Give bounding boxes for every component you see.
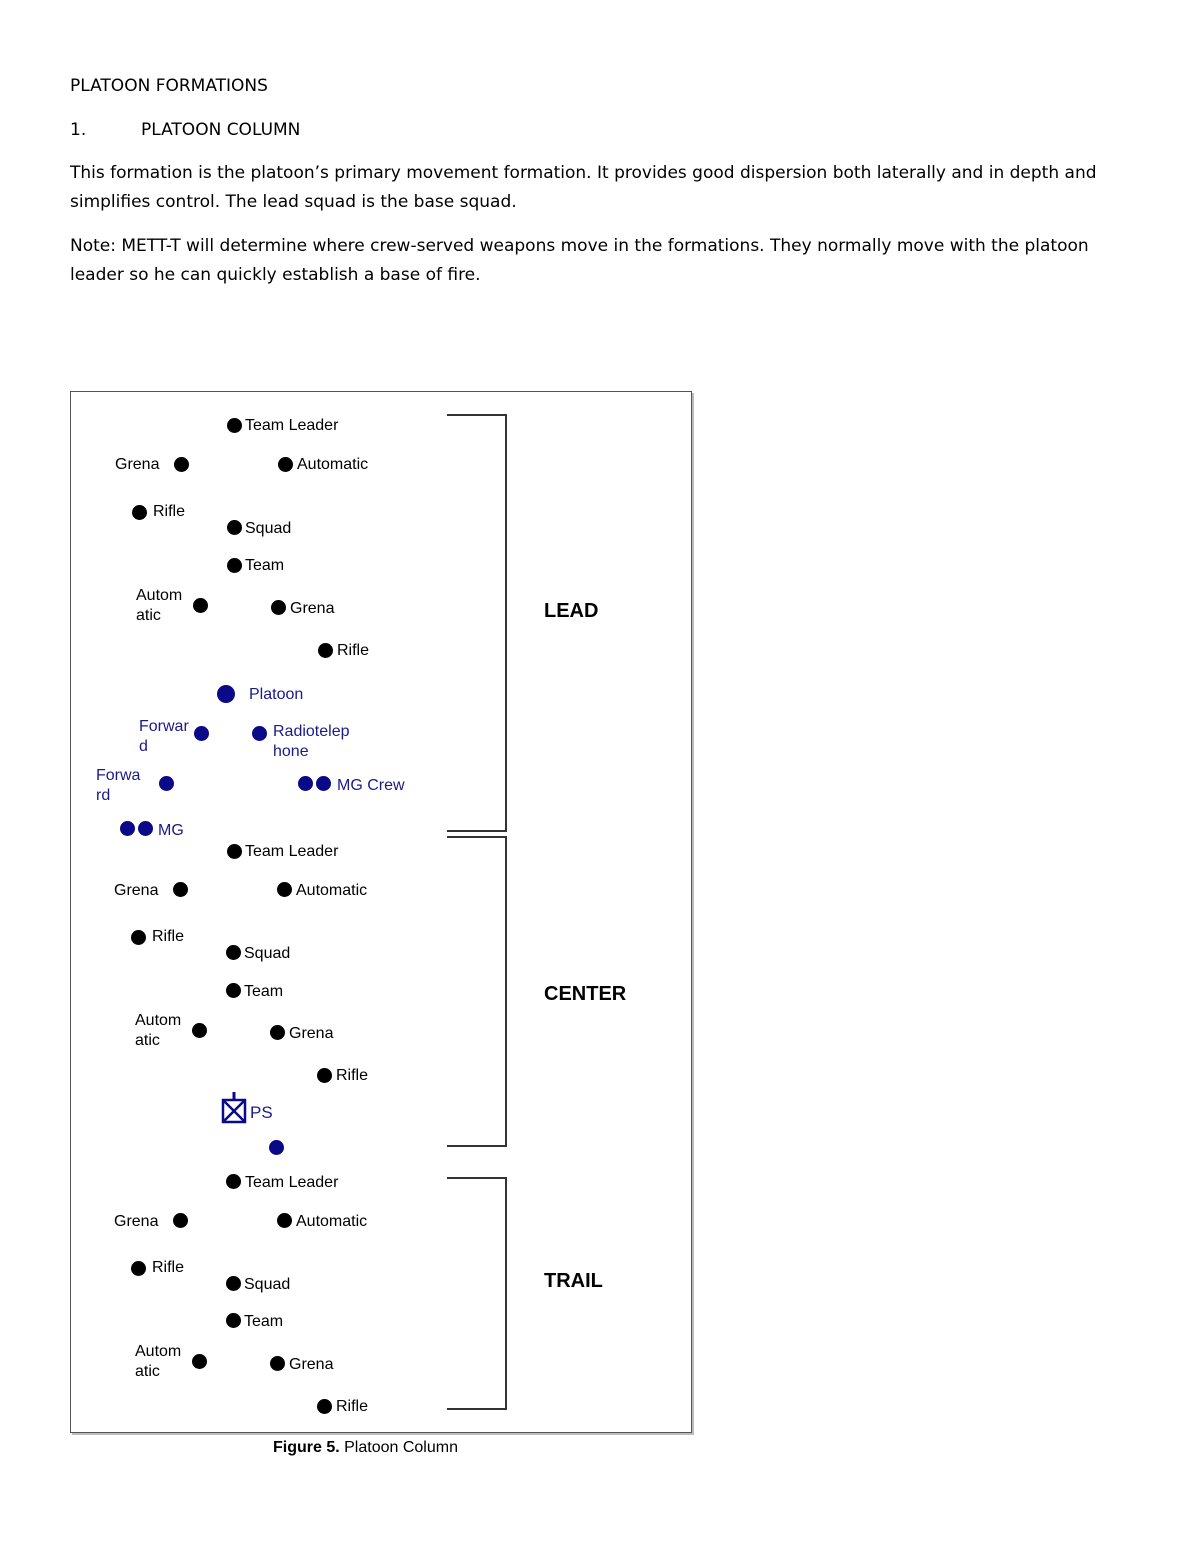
machine-gun-label: MG [158,822,184,839]
forward-observer-marker [159,776,174,791]
lead-bracket [447,414,507,832]
team-leader-label: Team [244,983,284,1000]
mg-crew-label: MG Crew [337,777,405,794]
lead-section-label: LEAD [544,600,599,622]
grenadier-label: Grena [115,456,160,473]
rifleman-marker [318,643,333,658]
automatic-rifleman-marker [277,882,292,897]
grenadier-marker [174,457,189,472]
automatic-rifleman-marker [192,1354,207,1369]
automatic-rifleman-label: Automatic [296,1213,368,1230]
paragraph-note: Note: METT-T will determine where crew-served weapons move in the formations. They normally move with the platoon leader so he can quickly establish a base of fire. [70,236,1089,285]
squad-leader-marker [226,945,241,960]
rifleman-marker [317,1068,332,1083]
machine-gun-marker [120,821,135,836]
grenadier-marker [270,1356,285,1371]
mg-crew-marker [298,776,313,791]
platoon-leader-marker [217,685,235,703]
platoon-member-marker [269,1140,284,1155]
team-leader-label: Team Leader [245,417,339,434]
automatic-rifleman-marker [193,598,208,613]
team-leader-marker [226,1313,241,1328]
automatic-rifleman-label: Automatic [297,456,369,473]
team-leader-marker [227,418,242,433]
rifleman-marker [131,930,146,945]
section-heading [70,116,300,145]
rifleman-label: Rifle [337,642,370,659]
squad-leader-label: Squad [244,945,291,962]
center-bracket [447,836,507,1147]
section-title: PLATOON COLUMN [141,120,301,140]
squad-leader-marker [226,1276,241,1291]
figure-caption-number: Figure 5. [273,1439,340,1456]
platoon-sergeant-icon [221,1092,247,1124]
rifleman-label: Rifle [152,1259,185,1276]
figure-caption-text: Platoon Column [339,1439,458,1456]
machine-gun-marker [138,821,153,836]
paragraph-description: This formation is the platoon’s primary movement formation. It provides good dispersion both laterally and in depth and simplifies control. The lead squad is the base squad. [70,163,1097,212]
rifleman-marker [132,505,147,520]
section-number: 1. [70,120,87,140]
mg-crew-marker [316,776,331,791]
team-leader-label: Team [244,1313,284,1330]
grenadier-label: Grena [114,1213,159,1230]
squad-leader-marker [227,520,242,535]
grenadier-marker [271,600,286,615]
team-leader-marker [226,983,241,998]
automatic-rifleman-label: Autom atic [136,587,183,624]
grenadier-marker [270,1025,285,1040]
trail-bracket [447,1177,507,1410]
center-section-label: CENTER [544,983,627,1005]
platoon-leader-label: Platoon [249,686,304,703]
squad-leader-label: Squad [244,1276,291,1293]
radiotelephone-operator-marker [252,726,267,741]
team-leader-marker [226,1174,241,1189]
team-leader-label: Team Leader [245,1174,339,1191]
forward-observer-label: Forwar d [139,718,189,755]
forward-observer-marker [194,726,209,741]
figure-caption [273,1439,458,1457]
squad-leader-label: Squad [245,520,292,537]
automatic-rifleman-marker [192,1023,207,1038]
grenadier-marker [173,1213,188,1228]
rifleman-label: Rifle [336,1067,369,1084]
grenadier-label: Grena [114,882,159,899]
team-leader-label: Team Leader [245,843,339,860]
automatic-rifleman-label: Autom atic [135,1012,182,1049]
team-leader-label: Team [245,557,285,574]
radiotelephone-operator-label: Radiotelep hone [273,723,350,760]
rifleman-marker [317,1399,332,1414]
automatic-rifleman-label: Automatic [296,882,368,899]
grenadier-label: Grena [289,1025,334,1042]
team-leader-marker [227,558,242,573]
trail-section-label: TRAIL [544,1270,603,1292]
grenadier-label: Grena [290,600,335,617]
grenadier-marker [173,882,188,897]
platoon-column-figure [70,391,692,1433]
automatic-rifleman-marker [278,457,293,472]
grenadier-label: Grena [289,1356,334,1373]
document-heading: PLATOON FORMATIONS [70,76,268,96]
forward-observer-label: Forwa rd [96,767,141,804]
rifleman-label: Rifle [152,928,185,945]
team-leader-marker [227,844,242,859]
platoon-sergeant-label: PS [250,1103,273,1122]
rifleman-label: Rifle [153,503,186,520]
automatic-rifleman-label: Autom atic [135,1343,182,1380]
rifleman-label: Rifle [336,1398,369,1415]
automatic-rifleman-marker [277,1213,292,1228]
rifleman-marker [131,1261,146,1276]
